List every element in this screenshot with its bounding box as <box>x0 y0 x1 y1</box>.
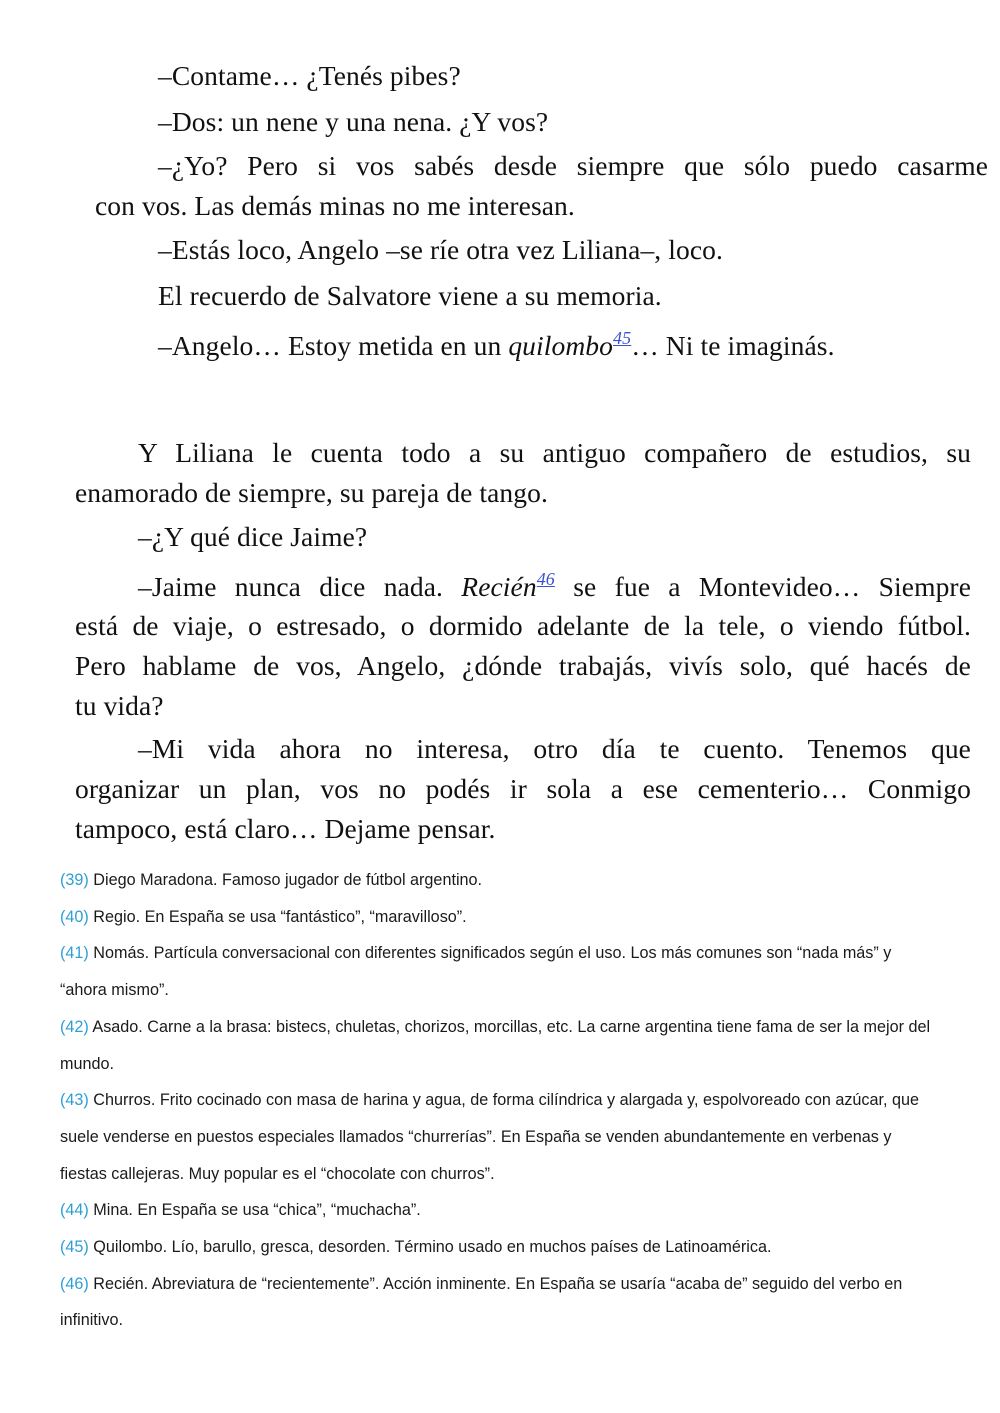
body-line: está de viaje, o estresado, o dormido adelante de la tele, o viendo fútbol. <box>75 610 971 641</box>
footnote-text: Diego Maradona. Famoso jugador de fútbol argentino. <box>88 871 483 889</box>
footnote-ref-45[interactable]: 45 <box>613 328 632 348</box>
italic-word: Recién <box>461 571 537 602</box>
body-line: organizar un plan, vos no podés ir sola a ese cementerio… Conmigo <box>75 773 971 804</box>
body-line: tu vida? <box>75 690 164 721</box>
dialogue-line: –Estás loco, Angelo –se ríe otra vez Liliana–, loco. <box>158 234 723 265</box>
dialogue-line: El recuerdo de Salvatore viene a su memoria. <box>158 280 662 311</box>
line-text: … Ni te imaginás. <box>631 330 835 361</box>
line-text: se fue a Montevideo… Siempre <box>554 571 972 602</box>
footnote-text: Nomás. Partícula conversacional con diferentes significados según el uso. Los más comunes son “nada más” y “ahora mismo”. <box>60 944 892 1000</box>
line-text: –Angelo… Estoy metida en un <box>158 330 509 361</box>
footnote-number: (41) <box>60 944 89 963</box>
footnote-number: (45) <box>60 1238 89 1257</box>
footnote-43 <box>60 1082 940 1192</box>
dialogue-line <box>138 569 971 603</box>
dialogue-line: con vos. Las demás minas no me interesan. <box>95 190 575 221</box>
body-line: tampoco, está claro… Dejame pensar. <box>75 813 496 844</box>
dialogue-line: –Dos: un nene y una nena. ¿Y vos? <box>158 106 549 137</box>
footnote-text: Regio. En España se usa “fantástico”, “maravilloso”. <box>88 907 467 926</box>
narration-line: Y Liliana le cuenta todo a su antiguo compañero de estudios, su <box>138 437 971 468</box>
footnote-text: Quilombo. Lío, barullo, gresca, desorden. Término usado en muchos países de Latinoamérica. <box>88 1238 772 1257</box>
narration-line: enamorado de siempre, su pareja de tango. <box>75 477 548 508</box>
dialogue-line <box>158 328 835 362</box>
footnote-number: (42) <box>60 1017 89 1036</box>
footnote-42 <box>60 1009 940 1082</box>
footnote-44 <box>60 1192 940 1229</box>
dialogue-line: –¿Yo? Pero si vos sabés desde siempre que sólo puedo casarme <box>158 150 988 181</box>
footnote-text: Churros. Frito cocinado con masa de harina y agua, de forma cilíndrica y alargada y, espolvoreado con azúcar, que suele venderse en puestos especiales llamados “churrerías”. En España se venden abundantemente en verbenas y fiestas callejeras. Muy popular es el “chocolate con churros”. <box>60 1091 920 1183</box>
footnote-number: (46) <box>60 1274 89 1293</box>
footnote-41 <box>60 935 940 1008</box>
dialogue-line: –Contame… ¿Tenés pibes? <box>158 60 461 91</box>
footnote-46 <box>60 1266 940 1339</box>
footnotes <box>60 862 940 1339</box>
line-text: –Jaime nunca dice nada. <box>138 571 462 602</box>
footnote-text: Mina. En España se usa “chica”, “muchacha”. <box>88 1201 421 1220</box>
footnote-number: (43) <box>60 1091 89 1110</box>
body-line: Pero hablame de vos, Angelo, ¿dónde trabajás, vivís solo, qué hacés de <box>75 650 971 681</box>
italic-word: quilombo <box>508 330 614 361</box>
footnote-45 <box>60 1229 940 1266</box>
footnote-text: Asado. Carne a la brasa: bistecs, chuletas, chorizos, morcillas, etc. La carne argentina tiene fama de ser la mejor del mundo. <box>60 1017 931 1073</box>
footnote-number: (39) <box>60 871 89 889</box>
dialogue-line: –¿Y qué dice Jaime? <box>138 521 368 552</box>
footnote-39 <box>60 862 940 899</box>
footnote-40 <box>60 899 940 936</box>
footnote-ref-46[interactable]: 46 <box>536 569 555 589</box>
body-line: –Mi vida ahora no interesa, otro día te cuento. Tenemos que <box>138 733 971 764</box>
footnote-text: Recién. Abreviatura de “recientemente”. Acción inminente. En España se usaría “acaba de” seguido del verbo en infinitivo. <box>60 1274 903 1330</box>
footnote-number: (44) <box>60 1201 89 1220</box>
footnote-number: (40) <box>60 907 89 926</box>
